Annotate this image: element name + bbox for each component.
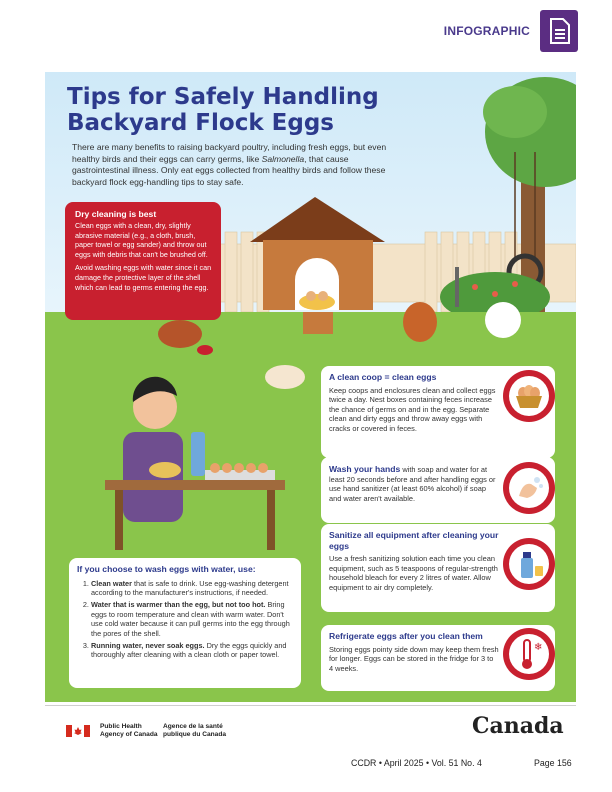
clean-coop-title: A clean coop = clean eggs: [329, 372, 437, 382]
document-icon[interactable]: [540, 10, 578, 52]
spray-bottle-icon: [503, 538, 555, 590]
egg-basket-icon: [503, 370, 555, 422]
list-item-bold: Running water, never soak eggs.: [91, 640, 205, 650]
list-item: [91, 600, 295, 638]
list-item-text: that is safe to drink. Use egg-washing detergent according to the manufacturer's instructions, if needed.: [91, 578, 289, 597]
canada-flag-icon: [66, 725, 90, 737]
page-number: Page 156: [534, 758, 572, 768]
handwashing-icon: [503, 462, 555, 514]
dry-cleaning-title: Dry cleaning is best: [75, 209, 157, 219]
sanitize-text: Use a fresh sanitizing solution each time you clean equipment, such as 5 teaspoons of regular-strength household bleach for every 2 litres of water. Allow equipment to air dry completely.: [329, 554, 498, 592]
refrigerate-text: Storing eggs pointy side down may keep them fresh for longer. Eggs can be stored in the fridge for 3 to 4 weeks.: [329, 644, 499, 673]
section-label: INFOGRAPHIC: [443, 24, 530, 38]
clean-coop-text: Keep coops and enclosures clean and collect eggs twice a day. Nest boxes containing feces increase the chance of germs on and in the egg. Separate clean and dirty eggs and throw away eggs with cracks or covered in feces.: [329, 385, 496, 433]
agency-name-french: [163, 723, 226, 739]
wash-hands-title: Wash your hands: [329, 464, 401, 474]
dry-cleaning-text-1: Clean eggs with a clean, dry, slightly abrasive material (e.g., a cloth, brush, paper towel or egg sander) and throw out eggs with debris that can't be brushed off.: [75, 221, 208, 259]
agency-fr-line-2: publique du Canada: [163, 731, 227, 738]
journal-citation: CCDR • April 2025 • Vol. 51 No. 4: [351, 758, 482, 768]
intro-italic: Salmonella: [261, 153, 305, 164]
list-item: [91, 641, 295, 660]
title-line-1: Tips for Safely Handling: [67, 84, 379, 110]
list-item-bold: Water that is warmer than the egg, but not too hot.: [91, 600, 266, 610]
dry-cleaning-card: [65, 202, 221, 320]
list-item-text: Dry the eggs quickly and thoroughly after cleaning with a clean cloth or paper towel.: [91, 640, 287, 660]
title-line-2: Backyard Flock Eggs: [67, 110, 334, 136]
list-item-text: Bring eggs to room temperature and clean with warm water. Don't use cold water because it can pull germs into the egg through the pores of the shell.: [91, 600, 290, 638]
poster-title: [67, 84, 487, 136]
thermometer-cold-icon: [503, 628, 555, 680]
agency-en-line-1: Public Health: [100, 723, 142, 730]
dry-cleaning-text-2: Avoid washing eggs with water since it can damage the protective layer of the shell which can lead to germs entering the egg.: [75, 263, 212, 292]
sanitize-title: Sanitize all equipment after cleaning your eggs: [329, 530, 499, 551]
infographic-poster: [45, 72, 576, 702]
intro-text-2: , that cause gastrointestinal illness. Only eat eggs collected from healthy birds and follow these backyard flock egg-handling tips to stay safe.: [72, 153, 386, 187]
list-item: [91, 579, 295, 598]
intro-text-1: There are many benefits to raising backyard poultry, including fresh eggs, but even healthy birds and their eggs can carry germs, like: [72, 142, 387, 164]
wash-hands-text: with soap and water for at least 20 seconds before and after handling eggs or use hand sanitizer (at least 60% alcohol) if soap and water aren't available.: [329, 465, 496, 503]
refrigerate-title: Refrigerate eggs after you clean them: [329, 631, 483, 641]
canada-wordmark: Canada: [472, 713, 564, 739]
agency-fr-line-1: Agence de la santé: [163, 723, 223, 730]
wash-water-card: [69, 558, 301, 688]
agency-en-line-2: Agency of Canada: [100, 731, 158, 738]
intro-paragraph: [72, 142, 407, 188]
footer-divider: [45, 705, 576, 706]
agency-name-english: [100, 723, 158, 739]
wash-water-list: [77, 579, 295, 660]
wash-water-title: If you choose to wash eggs with water, use:: [77, 564, 256, 574]
svg-text:❄: ❄: [534, 642, 543, 653]
list-item-bold: Clean water: [91, 578, 132, 588]
